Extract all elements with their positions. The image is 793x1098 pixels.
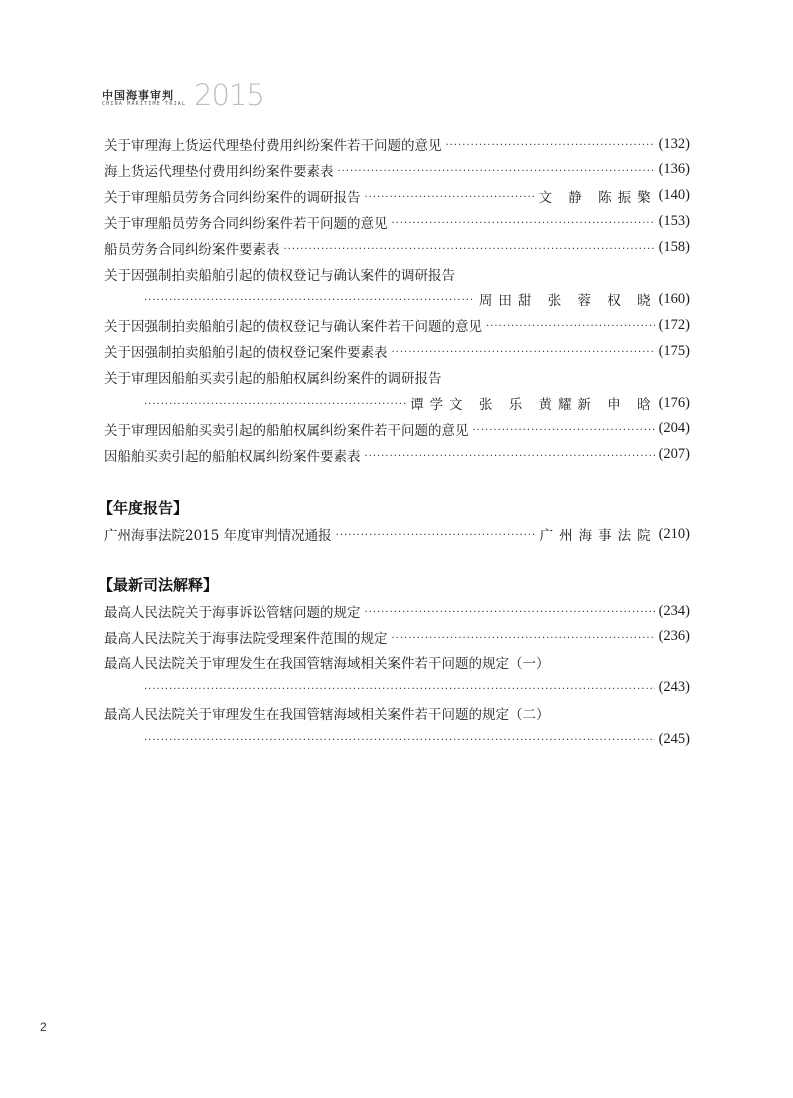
toc-entry[interactable] xyxy=(104,158,690,182)
toc-entry-page: (210) xyxy=(658,525,690,542)
dot-leader xyxy=(284,240,655,256)
toc-entry-page: (172) xyxy=(658,316,690,333)
dot-leader xyxy=(365,447,655,463)
dot-leader xyxy=(336,526,536,542)
toc-entry[interactable] xyxy=(104,443,690,467)
toc-entry[interactable] xyxy=(104,417,690,441)
toc-entry-title: 关于审理海上货运代理垫付费用纠纷案件若干问题的意见 xyxy=(104,138,442,154)
toc-entry-title: 最高人民法院关于审理发生在我国管辖海域相关案件若干问题的规定（二） xyxy=(104,707,550,724)
toc-entry[interactable] xyxy=(104,625,690,649)
section-heading-judicial-interpretation: 【最新司法解释】 xyxy=(98,576,219,594)
toc-entry-title: 关于审理船员劳务合同纠纷案件若干问题的意见 xyxy=(104,215,388,232)
toc-entry-title: 因船舶买卖引起的船舶权属纠纷案件要素表 xyxy=(104,448,361,465)
toc-entry-title: 关于因强制拍卖船舶引起的债权登记与确认案件若干问题的意见 xyxy=(104,319,482,336)
toc-entry-page: (207) xyxy=(658,446,690,463)
toc-entry-title: 关于因强制拍卖船舶引起的债权登记与确认案件的调研报告 xyxy=(104,267,455,284)
toc-entry-page: (234) xyxy=(658,602,690,619)
toc-entry-title: 关于审理因船舶买卖引起的船舶权属纠纷案件的调研报告 xyxy=(104,371,442,388)
dot-leader xyxy=(392,343,655,359)
toc-entry[interactable] xyxy=(104,365,690,389)
toc-entry[interactable] xyxy=(104,313,690,337)
toc-entry-page: (245) xyxy=(658,730,690,747)
toc-entry-page: (175) xyxy=(658,342,690,359)
toc-entry[interactable] xyxy=(140,727,690,751)
toc-entry-title: 关于因强制拍卖船舶引起的债权登记案件要素表 xyxy=(104,345,388,362)
toc-entry[interactable] xyxy=(104,522,690,546)
toc-entry-author: 谭学文 张 乐 黄耀新 申 晗 xyxy=(410,397,657,413)
dot-leader xyxy=(144,395,406,411)
toc-entry-title: 海上货运代理垫付费用纠纷案件要素表 xyxy=(104,163,334,180)
toc-entry-page: (153) xyxy=(658,213,690,230)
toc-entry-page: (136) xyxy=(658,161,690,178)
journal-title-english: CHINA MARITIME TRIAL xyxy=(102,101,187,107)
toc-entry-page: (158) xyxy=(658,239,690,256)
toc-entry[interactable] xyxy=(104,210,690,234)
dot-leader xyxy=(365,188,535,204)
toc-entry[interactable] xyxy=(140,287,690,311)
toc-entry-page: (176) xyxy=(658,394,690,411)
toc-entry-title: 最高人民法院关于海事诉讼管辖问题的规定 xyxy=(104,605,361,621)
toc-entry-title: 广州海事法院2015 年度审判情况通报 xyxy=(104,528,332,544)
toc-entry[interactable] xyxy=(104,132,690,156)
toc-entry-page: (140) xyxy=(658,187,690,204)
page-number: 2 xyxy=(40,1020,47,1034)
dot-leader xyxy=(144,680,655,696)
section-heading-annual-report: 【年度报告】 xyxy=(98,499,189,517)
toc-entry[interactable] xyxy=(104,701,690,725)
dot-leader xyxy=(446,136,655,152)
toc-entry-title: 船员劳务合同纠纷案件要素表 xyxy=(104,241,280,258)
toc-entry-page: (236) xyxy=(658,628,690,645)
toc-entry-title: 关于审理船员劳务合同纠纷案件的调研报告 xyxy=(104,189,361,206)
toc-entry-page: (132) xyxy=(658,135,690,152)
toc-entry[interactable] xyxy=(140,391,690,415)
toc-entry[interactable] xyxy=(104,262,690,286)
toc-entry-title: 最高人民法院关于海事法院受理案件范围的规定 xyxy=(104,630,388,647)
dot-leader xyxy=(486,317,655,333)
dot-leader xyxy=(338,162,655,178)
toc-entry-page: (160) xyxy=(658,290,690,307)
dot-leader xyxy=(392,214,655,230)
toc-entry-page: (243) xyxy=(658,679,690,696)
toc-entry[interactable] xyxy=(104,236,690,260)
toc-entry-title: 最高人民法院关于审理发生在我国管辖海域相关案件若干问题的规定（一） xyxy=(104,656,550,673)
toc-entry-author: 文 静 陈振檠 xyxy=(538,189,657,206)
toc-entry[interactable] xyxy=(104,650,690,674)
running-header xyxy=(102,78,302,114)
toc-entry-page: (204) xyxy=(658,420,690,437)
toc-entry-title: 关于审理因船舶买卖引起的船舶权属纠纷案件若干问题的意见 xyxy=(104,422,469,439)
toc-entry[interactable] xyxy=(104,599,690,623)
journal-title: 中国海事审判 xyxy=(102,89,174,102)
toc-entry[interactable] xyxy=(104,184,690,208)
dot-leader xyxy=(365,603,655,619)
dot-leader xyxy=(144,731,655,747)
toc-entry[interactable] xyxy=(140,676,690,700)
dot-leader xyxy=(473,421,655,437)
journal-year: 2015 xyxy=(194,78,264,112)
dot-leader xyxy=(392,629,655,645)
toc-entry[interactable] xyxy=(104,339,690,363)
toc-entry-author: 广州海事法院 xyxy=(539,528,657,544)
toc-entry-author: 周田甜 张 蓉 权 晓 xyxy=(478,293,657,310)
dot-leader xyxy=(144,291,475,307)
